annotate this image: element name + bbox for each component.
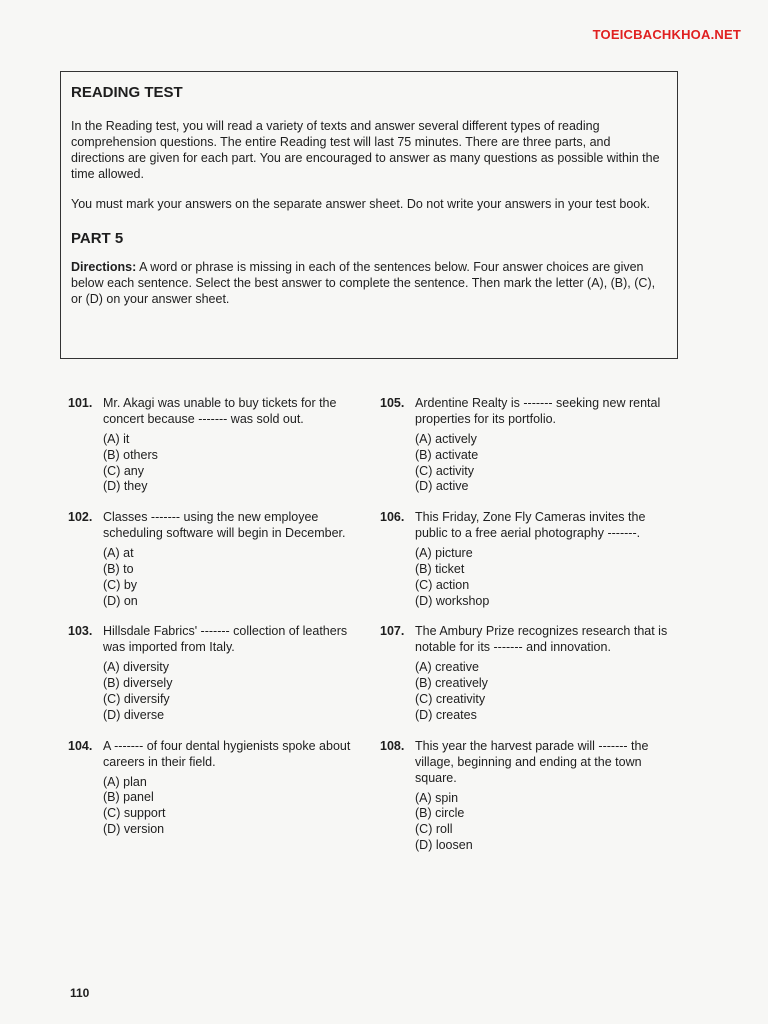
answer-sheet-paragraph: You must mark your answers on the separate answer sheet. Do not write your answers in your test book. [71, 197, 650, 211]
option-c: (C) activity [415, 463, 475, 478]
question-105 [380, 395, 670, 495]
question-108 [380, 738, 670, 854]
option-d: (D) loosen [415, 837, 473, 852]
question-number: 106. [380, 510, 405, 525]
option-b: (B) creatively [415, 676, 488, 691]
directions-text: A word or phrase is missing in each of the sentences below. Four answer choices are given below each sentence. Select the best answer to complete the sentence. Then mark the letter (A), (B), (C), or (D) on your answer sheet. [71, 260, 656, 306]
reading-test-title: READING TEST [71, 84, 183, 101]
question-text: Hillsdale Fabrics' ------- collection of leathers was imported from Italy. [103, 624, 348, 655]
option-d: (D) version [103, 821, 165, 836]
directions-paragraph [71, 259, 667, 307]
option-c: (C) any [103, 463, 144, 478]
page-number: 110 [70, 986, 90, 1000]
question-text: The Ambury Prize recognizes research that is notable for its ------- and innovation. [415, 624, 668, 655]
question-107 [380, 623, 670, 723]
option-c: (C) diversify [103, 691, 170, 706]
option-a: (A) at [103, 546, 134, 561]
directions-label: Directions: [71, 260, 137, 274]
option-d: (D) on [103, 593, 138, 608]
reading-test-box [60, 71, 678, 359]
option-b: (B) to [103, 561, 134, 576]
intro-paragraph: In the Reading test, you will read a variety of texts and answer several different types of reading comprehension questions. The entire Reading test will last 75 minutes. There are three parts, and directions are given for each part. You are encouraged to answer as many questions as possible within the time allowed. [71, 119, 660, 181]
option-c: (C) roll [415, 822, 453, 837]
questions-right-column [380, 395, 670, 868]
question-text: A ------- of four dental hygienists spoke about careers in their field. [103, 738, 351, 769]
question-number: 108. [380, 738, 405, 753]
question-106 [380, 509, 670, 609]
question-number: 107. [380, 624, 405, 639]
question-number: 103. [68, 624, 93, 639]
option-b: (B) panel [103, 790, 154, 805]
option-d: (D) active [415, 479, 469, 494]
option-b: (B) ticket [415, 561, 465, 576]
question-number: 105. [380, 396, 405, 410]
question-text: Classes ------- using the new employee scheduling software will begin in December. [103, 510, 346, 541]
question-text: This Friday, Zone Fly Cameras invites the public to a free aerial photography -------. [415, 510, 646, 541]
option-b: (B) circle [415, 806, 465, 821]
option-a: (A) it [103, 432, 130, 446]
option-c: (C) action [415, 577, 470, 592]
option-b: (B) activate [415, 447, 479, 462]
option-c: (C) support [103, 806, 166, 821]
option-a: (A) picture [415, 546, 473, 561]
option-b: (B) diversely [103, 676, 173, 691]
option-a: (A) spin [415, 790, 459, 805]
option-c: (C) creativity [415, 691, 486, 706]
question-103 [68, 623, 358, 723]
question-104 [68, 738, 358, 838]
questions-left-column [68, 395, 358, 852]
question-number: 101. [68, 396, 93, 410]
option-a: (A) actively [415, 432, 477, 446]
option-d: (D) creates [415, 707, 477, 722]
part-title: PART 5 [71, 230, 124, 247]
option-d: (D) diverse [103, 707, 165, 722]
option-b: (B) others [103, 447, 158, 462]
question-102 [68, 509, 358, 609]
watermark: TOEICBACHKHOA.NET [592, 27, 741, 42]
option-a: (A) creative [415, 660, 479, 675]
option-a: (A) plan [103, 774, 147, 789]
option-d: (D) they [103, 479, 148, 494]
question-text: Ardentine Realty is ------- seeking new rental properties for its portfolio. [415, 396, 661, 426]
option-c: (C) by [103, 577, 138, 592]
question-number: 102. [68, 510, 93, 525]
question-text: Mr. Akagi was unable to buy tickets for the concert because ------- was sold out. [103, 396, 337, 426]
option-d: (D) workshop [415, 593, 490, 608]
option-a: (A) diversity [103, 660, 169, 675]
question-text: This year the harvest parade will ------- the village, beginning and ending at the town square. [415, 738, 649, 785]
question-101 [68, 395, 358, 495]
question-number: 104. [68, 738, 93, 753]
